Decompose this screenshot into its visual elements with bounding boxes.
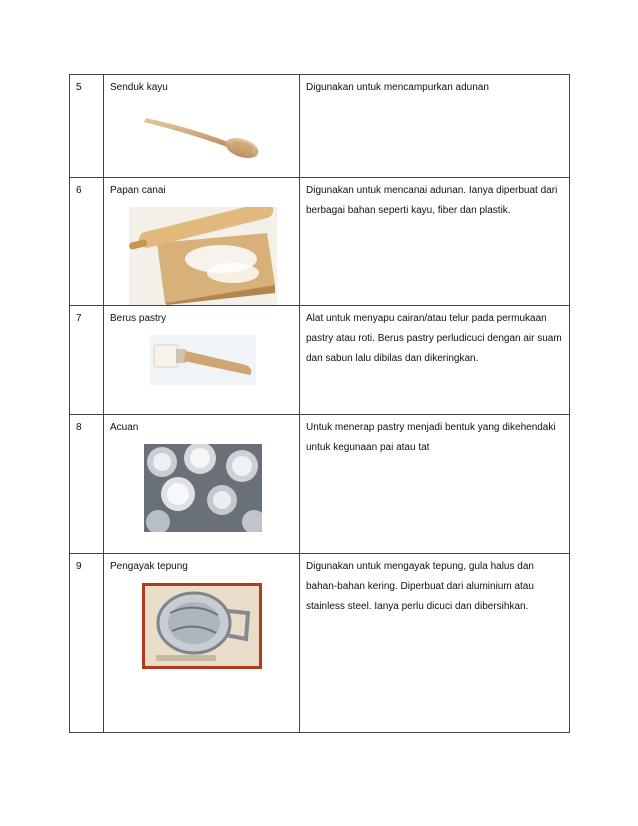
desc-cell (300, 554, 570, 733)
desc-cell (300, 306, 570, 415)
tool-name: Pengayak tepung (110, 561, 188, 572)
tool-description: Untuk menerap pastry menjadi bentuk yang dikehendaki untuk kegunaan pai atau tat (306, 422, 556, 453)
wooden-spoon-image (142, 104, 262, 164)
tool-name: Senduk kayu (110, 82, 168, 93)
tool-name: Acuan (110, 422, 139, 433)
tool-cell (104, 306, 300, 415)
tool-description: Digunakan untuk mencanai adunan. Ianya diperbuat dari berbagai bahan seperti kayu, fiber dan plastik. (306, 185, 558, 216)
flour-sifter-image (142, 583, 262, 669)
table-row (70, 178, 570, 306)
desc-cell (300, 75, 570, 178)
tool-description: Digunakan untuk mengayak tepung, gula halus dan bahan-bahan kering. Diperbuat dari aluminium atau stainless steel. Ianya perlu dicuci dan dibersihkan. (306, 561, 534, 612)
tart-molds-image (144, 444, 262, 532)
pastry-brush-image (150, 335, 256, 385)
table-row (70, 415, 570, 554)
tools-table (69, 74, 570, 733)
table-row (70, 75, 570, 178)
tool-cell (104, 75, 300, 178)
row-number: 7 (70, 306, 104, 415)
row-number: 9 (70, 554, 104, 733)
row-number: 5 (70, 75, 104, 178)
tool-description: Alat untuk menyapu cairan/atau telur pada permukaan pastry atau roti. Berus pastry perludicuci dengan air suam dan sabun lalu dibilas dan dikeringkan. (306, 313, 562, 364)
table-row (70, 306, 570, 415)
tool-name: Papan canai (110, 185, 166, 196)
tool-cell (104, 554, 300, 733)
row-number: 6 (70, 178, 104, 306)
desc-cell (300, 178, 570, 306)
tool-cell (104, 178, 300, 306)
tool-description: Digunakan untuk mencampurkan adunan (306, 82, 489, 93)
tool-name: Berus pastry (110, 313, 167, 324)
desc-cell (300, 415, 570, 554)
table-row (70, 554, 570, 733)
tool-cell (104, 415, 300, 554)
rolling-pin-board-image (129, 207, 277, 305)
row-number: 8 (70, 415, 104, 554)
